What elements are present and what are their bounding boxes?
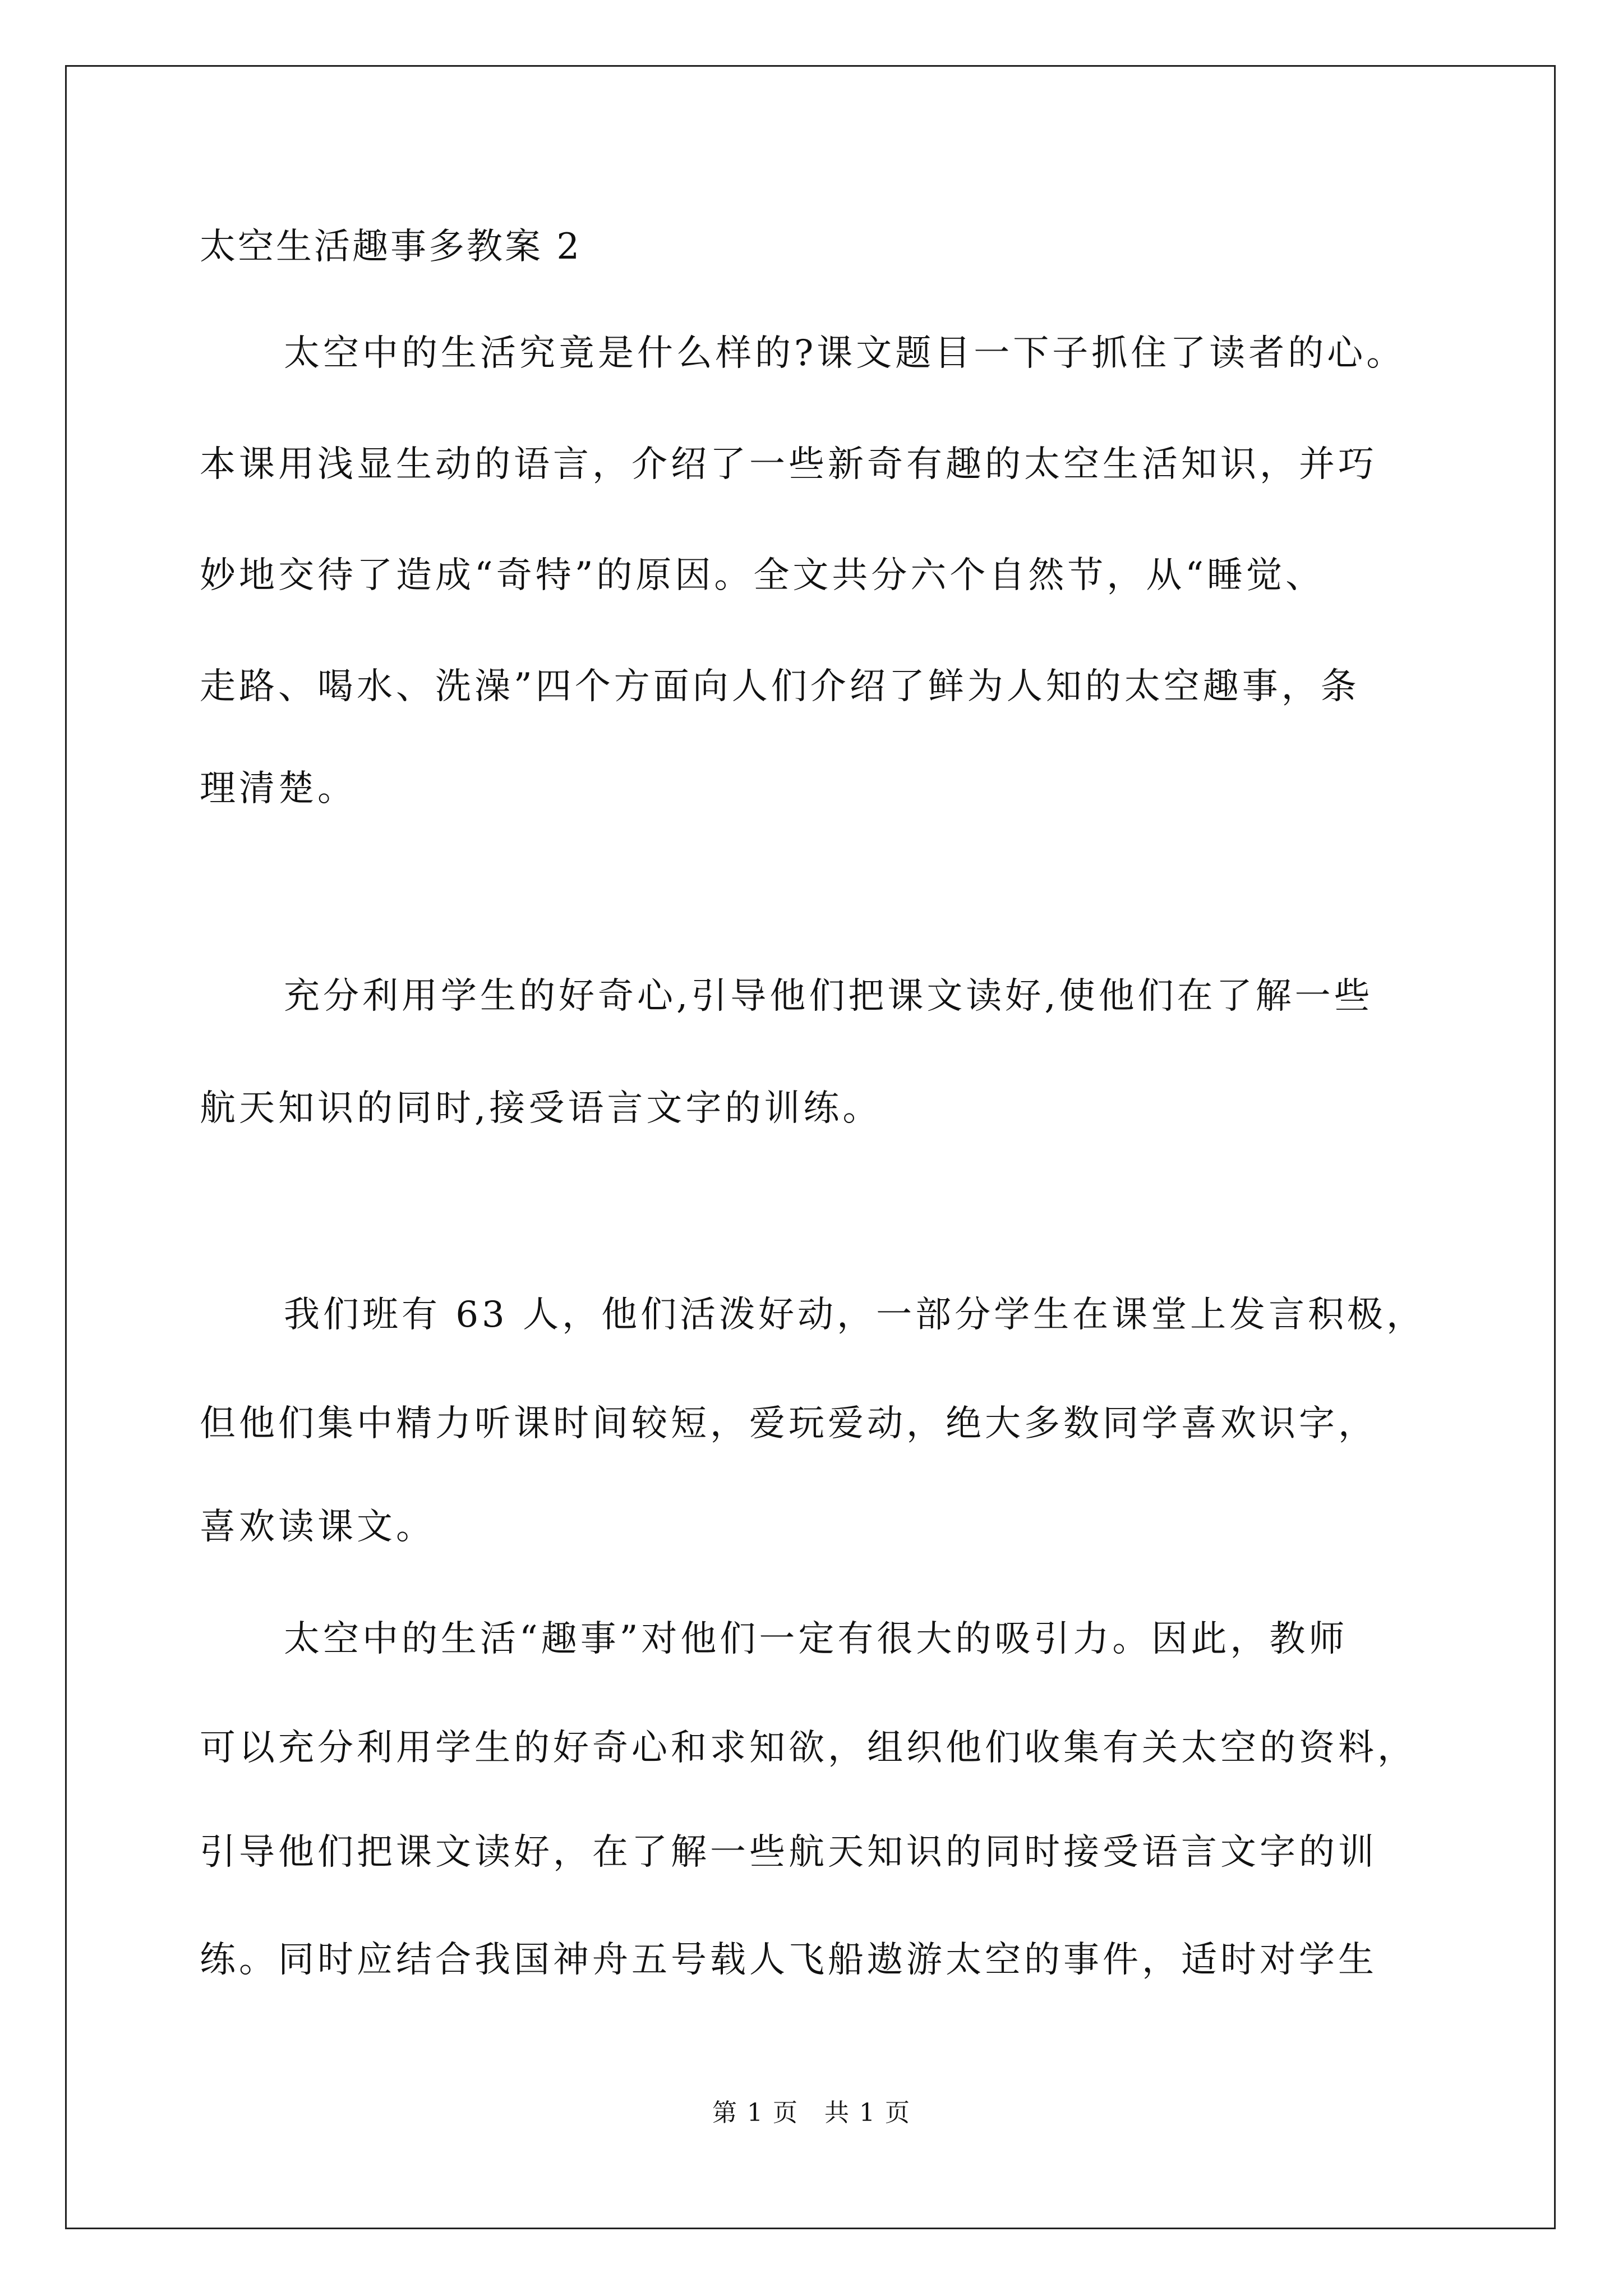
paragraph-1-line-2: 本课用浅显生动的语言，介绍了一些新奇有趣的太空生活知识，并巧 [200,444,1377,485]
page-footer: 第 1 页 共 1 页 [712,2099,911,2127]
paragraph-2-line-1: 充分利用学生的好奇心,引导他们把课文读好,使他们在了解一些 [284,976,1373,1017]
paragraph-4-line-4: 练。同时应结合我国神舟五号载人飞船遨游太空的事件，适时对学生 [200,1939,1377,1981]
paragraph-3-line-3: 喜欢读课文。 [200,1506,435,1548]
paragraph-4-line-1: 太空中的生活“趣事”对他们一定有很大的吸引力。因此，教师 [284,1618,1348,1660]
paragraph-1-line-1: 太空中的生活究竟是什么样的?课文题目一下子抓住了读者的心。 [284,333,1406,374]
paragraph-3-line-2: 但他们集中精力听课时间较短，爱玩爱动，绝大多数同学喜欢识字， [200,1403,1377,1444]
paragraph-1-line-3: 妙地交待了造成“奇特”的原因。全文共分六个自然节，从“睡觉、 [200,555,1325,596]
paragraph-2-line-2: 航天知识的同时,接受语言文字的训练。 [200,1088,882,1129]
paragraph-4-line-3: 引导他们把课文读好，在了解一些航天知识的同时接受语言文字的训 [200,1832,1377,1873]
page-border [65,65,1556,2229]
paragraph-1-line-5: 理清楚。 [200,768,357,809]
paragraph-4-line-2: 可以充分利用学生的好奇心和求知欲，组织他们收集有关太空的资料， [200,1727,1417,1769]
paragraph-3-line-1: 我们班有 63 人，他们活泼好动，一部分学生在课堂上发言积极， [284,1294,1426,1336]
document-title: 太空生活趣事多教案 2 [200,226,582,268]
paragraph-1-line-4: 走路、喝水、洗澡”四个方面向人们介绍了鲜为人知的太空趣事，条 [200,666,1360,707]
